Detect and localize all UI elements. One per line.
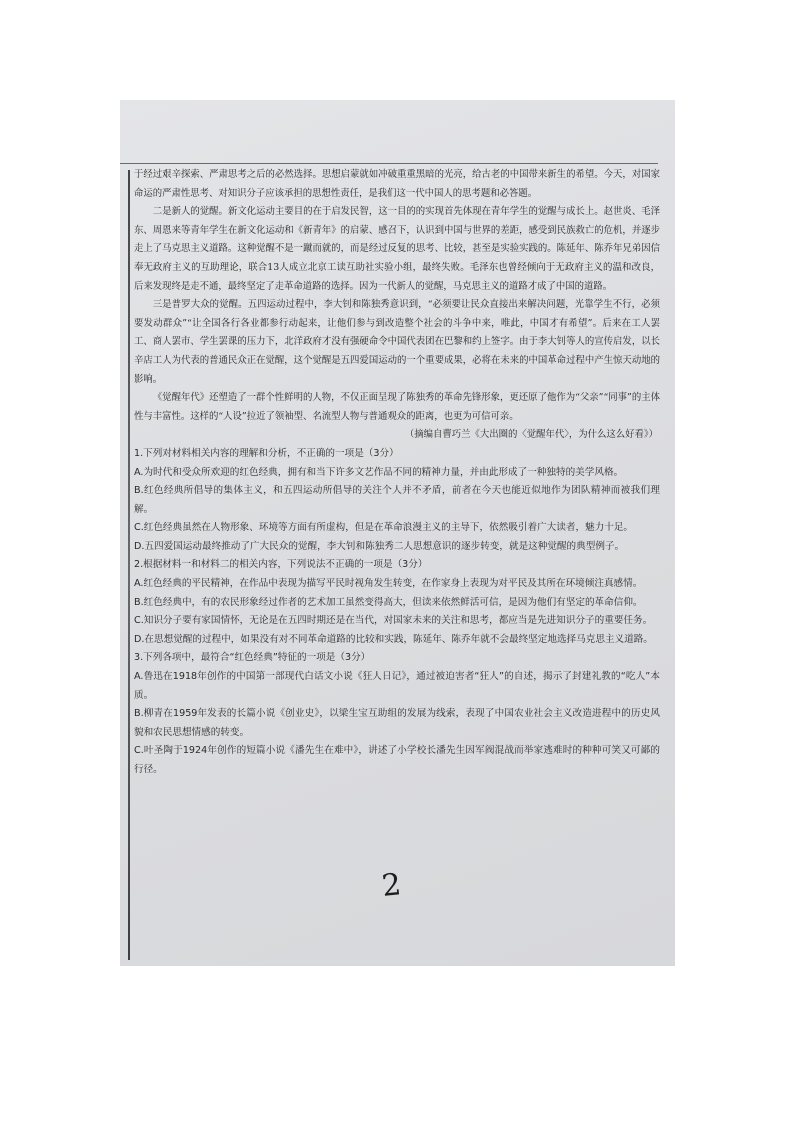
passage-paragraph-4: 《觉醒年代》还塑造了一群个性鲜明的人物，不仅正面呈现了陈独秀的革命先锋形象，更还原了他作为“父亲”“同事”的主体性与丰富性。这样的“人设”拉近了领袖型、名流型人物与普通观众的距离，也更为可信可亲。 (134, 392, 660, 422)
question-3-option-a: A.鲁迅在1918年创作的中国第一部现代白话文小说《狂人日记》，通过被迫害者“狂人”的自述，揭示了封建礼教的“吃人”本质。 (134, 671, 660, 701)
question-2-option-b: B.红色经典中，有的农民形象经过作者的艺术加工虽然变得高大，但读来依然鲜活可信，是因为他们有坚定的革命信仰。 (134, 596, 643, 608)
question-3-stem: 3.下列各项中，最符合“红色经典”特征的一项是（3分） (134, 652, 371, 664)
question-1-option-b: B.红色经典所倡导的集体主义，和五四运动所倡导的关注个人并不矛盾，前者在今天也能近似地作为团队精神而被我们理解。 (134, 485, 660, 515)
passage-paragraph-2: 二是新人的觉醒。新文化运动主要目的在于启发民智，这一目的的实现首先体现在青年学生的觉醒与成长上。赵世炎、毛泽东、周恩来等青年学生在新文化运动和《新青年》的启蒙、感召下，认识到中国与世界的差距，感受到民族救亡的危机，并逐步走上了马克思主义道路。这种觉醒不是一蹴而就的，而是经过反复的思考、比较，甚至是实验实践的。陈延年、陈乔年兄弟因信奉无政府主义的互助理论，联合13人成立北京工读互助社实验小组，最终失败。毛泽东也曾经倾向于无政府主义的温和改良，后来发现终是走不通，最终坚定了走革命道路的选择。因为一代新人的觉醒，马克思主义的道路才成了中国的道路。 (134, 206, 660, 292)
source-citation: （摘编自曹巧兰《大出圈的〈觉醒年代〉，为什么这么好看》） (404, 429, 658, 441)
question-1-option-d: D.五四爱国运动最终推动了广大民众的觉醒，李大钊和陈独秀二人思想意识的逐步转变，就是这种觉醒的典型例子。 (134, 540, 625, 552)
question-1-option-a: A.为时代和受众所欢迎的红色经典，拥有和当下许多文艺作品不同的精神力量，并由此形成了一种独特的美学风格。 (134, 466, 624, 478)
header-rule (120, 163, 658, 164)
handwritten-page-number: 2 (380, 867, 403, 904)
exam-text-body (134, 166, 660, 780)
question-2-option-c: C.知识分子要有家国情怀，无论是在五四时期还是在当代，对国家未来的关注和思考，都应当是先进知识分子的重要任务。 (134, 615, 653, 627)
question-2-option-d: D.在思想觉醒的过程中，如果没有对不同革命道路的比较和实践，陈延年、陈乔年就不会最终坚定地选择马克思主义道路。 (134, 633, 653, 645)
question-3-option-c: C.叶圣陶于1924年创作的短篇小说《潘先生在难中》，讲述了小学校长潘先生因军阀混战而举家逃难时的种种可笑又可鄙的行径。 (134, 745, 660, 775)
question-2-option-a: A.红色经典的平民精神，在作品中表现为描写平民时视角发生转变，在作家身上表现为对平民及其所在环境倾注真感情。 (134, 578, 643, 590)
question-1-option-c: C.红色经典虽然在人物形象、环境等方面有所虚构，但是在革命浪漫主义的主导下，依然吸引着广大读者，魅力十足。 (134, 522, 634, 534)
scanned-exam-page (120, 100, 675, 966)
question-1-stem: 1.下列对材料相关内容的理解和分析，不正确的一项是（3分） (134, 447, 399, 459)
binding-margin-line (128, 170, 130, 960)
passage-paragraph-1: 于经过艰辛探索、严肃思考之后的必然选择。思想启蒙就如冲破重重黑暗的光亮，给古老的中国带来新生的希望。今天，对国家命运的严肃性思考、对知识分子应该承担的思想性责任，是我们这一代中国人的思考题和必答题。 (134, 169, 660, 199)
passage-paragraph-3: 三是普罗大众的觉醒。五四运动过程中，李大钊和陈独秀意识到，“必须要让民众直接出来解决问题，光靠学生不行，必须要发动群众”“让全国各行各业都参行动起来，让他们参与到改造整个社会的斗争中来，唯此，中国才有希望”。后来在工人罢工、商人罢市、学生罢课的压力下，北洋政府才没有强硬命令中国代表团在巴黎和约上签字。由于李大钊等人的宣传启发，以长辛店工人为代表的普通民众正在觉醒，这个觉醒是五四爱国运动的一个重要成果，必将在未来的中国革命过程中产生惊天动地的影响。 (134, 299, 660, 385)
question-3-option-b: B.柳青在1959年发表的长篇小说《创业史》，以梁生宝互助组的发展为线索，表现了中国农业社会主义改造进程中的历史风貌和农民思想情感的转变。 (134, 708, 660, 738)
question-2-stem: 2.根据材料一和材料二的相关内容，下列说法不正确的一项是（3分） (134, 559, 428, 571)
